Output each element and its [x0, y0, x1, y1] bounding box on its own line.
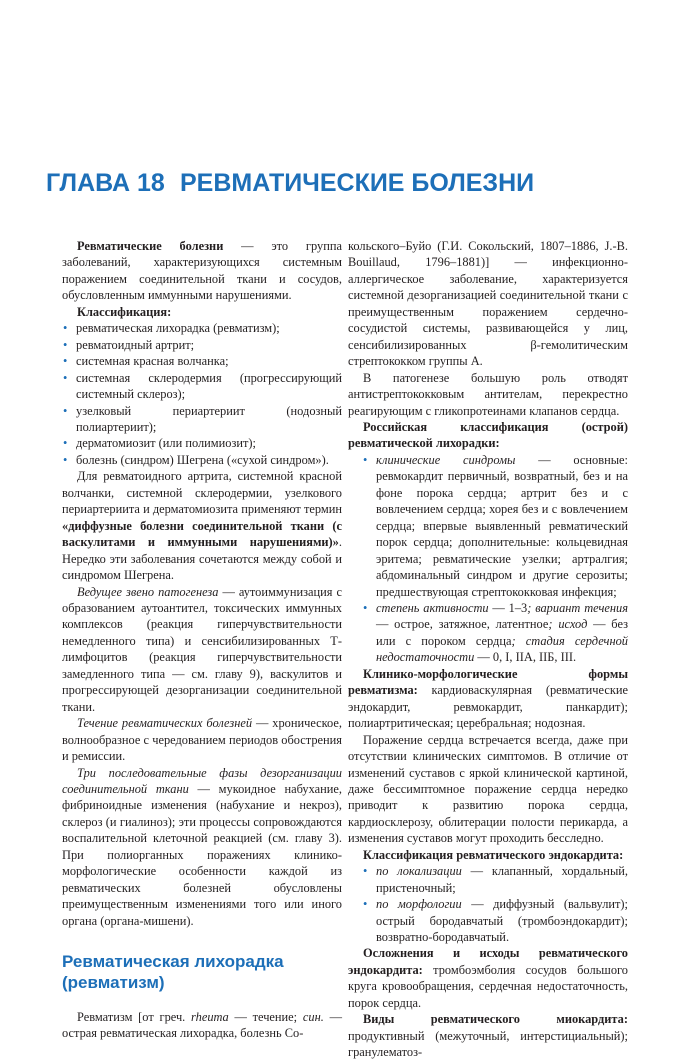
left-column: [62, 238, 342, 1042]
phases-paragraph: Три последовательные фазы дезорганизации соединительной ткани — мукоидное набухание, фибриноидные изменения (набухание и некроз), склероз (и гиалиноз); эти процессы сопровождаются воспалительной клеточной реакцией (см. главу 3). При полиорганных поражениях клинико-морфологические особенности каждой из ревматических болезней обусловлены преимущественным изменениями того или иного органа (органа-мишени).: [62, 765, 342, 928]
endocarditis-class-heading: Классификация ревматического эндокардита:: [363, 847, 624, 862]
phases-term: Три последовательные фазы дезорганизации соединительной ткани: [62, 765, 342, 796]
pathogenesis-paragraph: В патогенезе большую роль отводят антистрептококковым антителам, перекрестно реагирующим с гликопротеинами клапанов сердца.: [348, 370, 628, 418]
continuation-paragraph: кольского–Буйо (Г.И. Сокольский, 1807–1886, J.-B. Bouillaud, 1796–1881)] — инфекционно-аллергическое заболевание, характеризуется системной дезорганизацией соединительной ткани с преимущественным поражением сердечно-сосудистой системы, развивающейся у лиц, сенсибилизированных β-гемолитическим стрептококком группы А.: [348, 239, 628, 369]
chapter-number: ГЛАВА 18: [46, 169, 165, 197]
rheumatism-paragraph: Ревматизм [от греч. rheuma — течение; син. — острая ревматическая лихорадка, болезнь Со-: [62, 1010, 342, 1041]
classification-heading: Классификация:: [77, 304, 172, 319]
list-item: • степень активности — 1–3; вариант течения — острое, затяжное, латентное; исход — без или с пороком сердца; стадия сердечной недостаточности — 0, I, IIA, IIБ, III.: [348, 600, 628, 666]
intro-paragraph: [62, 238, 342, 304]
chapter-name: РЕВМАТИЧЕСКИЕ БОЛЕЗНИ: [180, 169, 535, 197]
list-item: • узелковый периартериит (нодозный полиартериит);: [62, 403, 342, 436]
list-item: • клинические синдромы — основные: ревмокардит первичный, возвратный, без и на фоне порока сердца; артрит без и с вовлечением сердца; хорея без и с вовлечением сердца; впервые выявленный ревматический порок сердца; дополнительные: кольцевидная эритема; ревматические узелки; артралгия; абдоминальный синдром и другие серозиты; предшествующая стрептококковая инфекция;: [348, 452, 628, 600]
pathogenesis-term: Ведущее звено патогенеза: [77, 584, 219, 599]
classification-list: [62, 320, 342, 468]
russian-classification-heading: Российская классификация (острой) ревматической лихорадки:: [348, 419, 628, 451]
myocarditis-heading: Виды ревматического миокардита:: [363, 1012, 628, 1027]
course-term: Течение ревматических болезней: [77, 716, 253, 731]
list-item: • ревматическая лихорадка (ревматизм);: [62, 320, 342, 336]
section-heading: Ревматическая лихорадка (ревматизм): [62, 952, 284, 993]
list-item: • болезнь (синдром) Шегрена («сухой синдром»).: [62, 452, 342, 468]
endocarditis-list: [348, 863, 628, 945]
course-paragraph: Течение ревматических болезней — хроническое, волнообразное с чередованием периодов обострения и ремиссии.: [62, 716, 342, 764]
heart-paragraph: Поражение сердца встречается всегда, даже при отсутствии клинических симптомов. В отличие от изменений суставов с яркой клинической картиной, даже бессимптомное поражение сердца нередко приводит к развитию порока сердца, кардиосклерозу, облитерации полости перикарда, а изменения суставов могут проходить бесследно.: [348, 732, 628, 846]
forms-paragraph: Клинико-морфологические формы ревматизма: кардиоваскулярная (ревматические эндокардит, ревмокардит, панкардит); полиартритическая; церебральная; нодозная.: [348, 666, 628, 731]
diffuse-paragraph: Для ревматоидного артрита, системной красной волчанки, системной склеродермии, узелкового периартериита и дерматомиозита применяют термин «диффузные болезни соединительной ткани (с васкулитами и иммунными нарушениями)». Нередко эти заболевания сочетаются между собой и синдромом Шегрена.: [62, 469, 342, 583]
list-item: • по локализации — клапанный, хордальный, пристеночный;: [348, 863, 628, 896]
complications-heading: Осложнения и исходы ревматического эндокардита:: [348, 946, 628, 977]
pathogenesis-paragraph: Ведущее звено патогенеза — аутоиммунизация с образованием аутоантител, токсических иммунных комплексов (реакция гиперчувствительности немедленного типа) и сенсибилизированных Т-лимфоцитов (реакция гиперчувствительности замедленного типа — см. главу 9), васкулитов и прогрессирующей дезорганизации соединительной ткани.: [62, 584, 342, 714]
list-item: • по морфологии — диффузный (вальвулит); острый бородавчатый (тромбоэндокардит); возвратно-бородавчатый.: [348, 896, 628, 945]
intro-term: Ревматические болезни: [77, 239, 224, 253]
diffuse-term: «диффузные болезни соединительной ткани (с васкулитами и иммунными нарушениями)»: [62, 518, 342, 550]
complications-paragraph: Осложнения и исходы ревматического эндокардита: тромбоэмболия сосудов большого круга кровообращения, сердечная недостаточность, порок сердца.: [348, 946, 628, 1010]
forms-heading: Клинико-морфологические формы ревматизма:: [348, 666, 628, 698]
russian-classification-list: [348, 452, 628, 666]
myocarditis-paragraph: Виды ревматического миокардита: продуктивный (межуточный, интерстициальный); гранулематоз-: [348, 1012, 628, 1060]
list-item: • системная склеродермия (прогрессирующий системный склероз);: [62, 370, 342, 403]
intro-text: — это группа заболеваний, характеризующихся системным поражением соединительной ткани и сосудов, обусловленным иммунными нарушениями.: [62, 239, 342, 303]
right-column: [348, 238, 628, 1061]
list-item: • системная красная волчанка;: [62, 353, 342, 369]
list-item: • ревматоидный артрит;: [62, 337, 342, 353]
list-item: • дерматомиозит (или полимиозит);: [62, 435, 342, 451]
chapter-title: [46, 168, 534, 198]
